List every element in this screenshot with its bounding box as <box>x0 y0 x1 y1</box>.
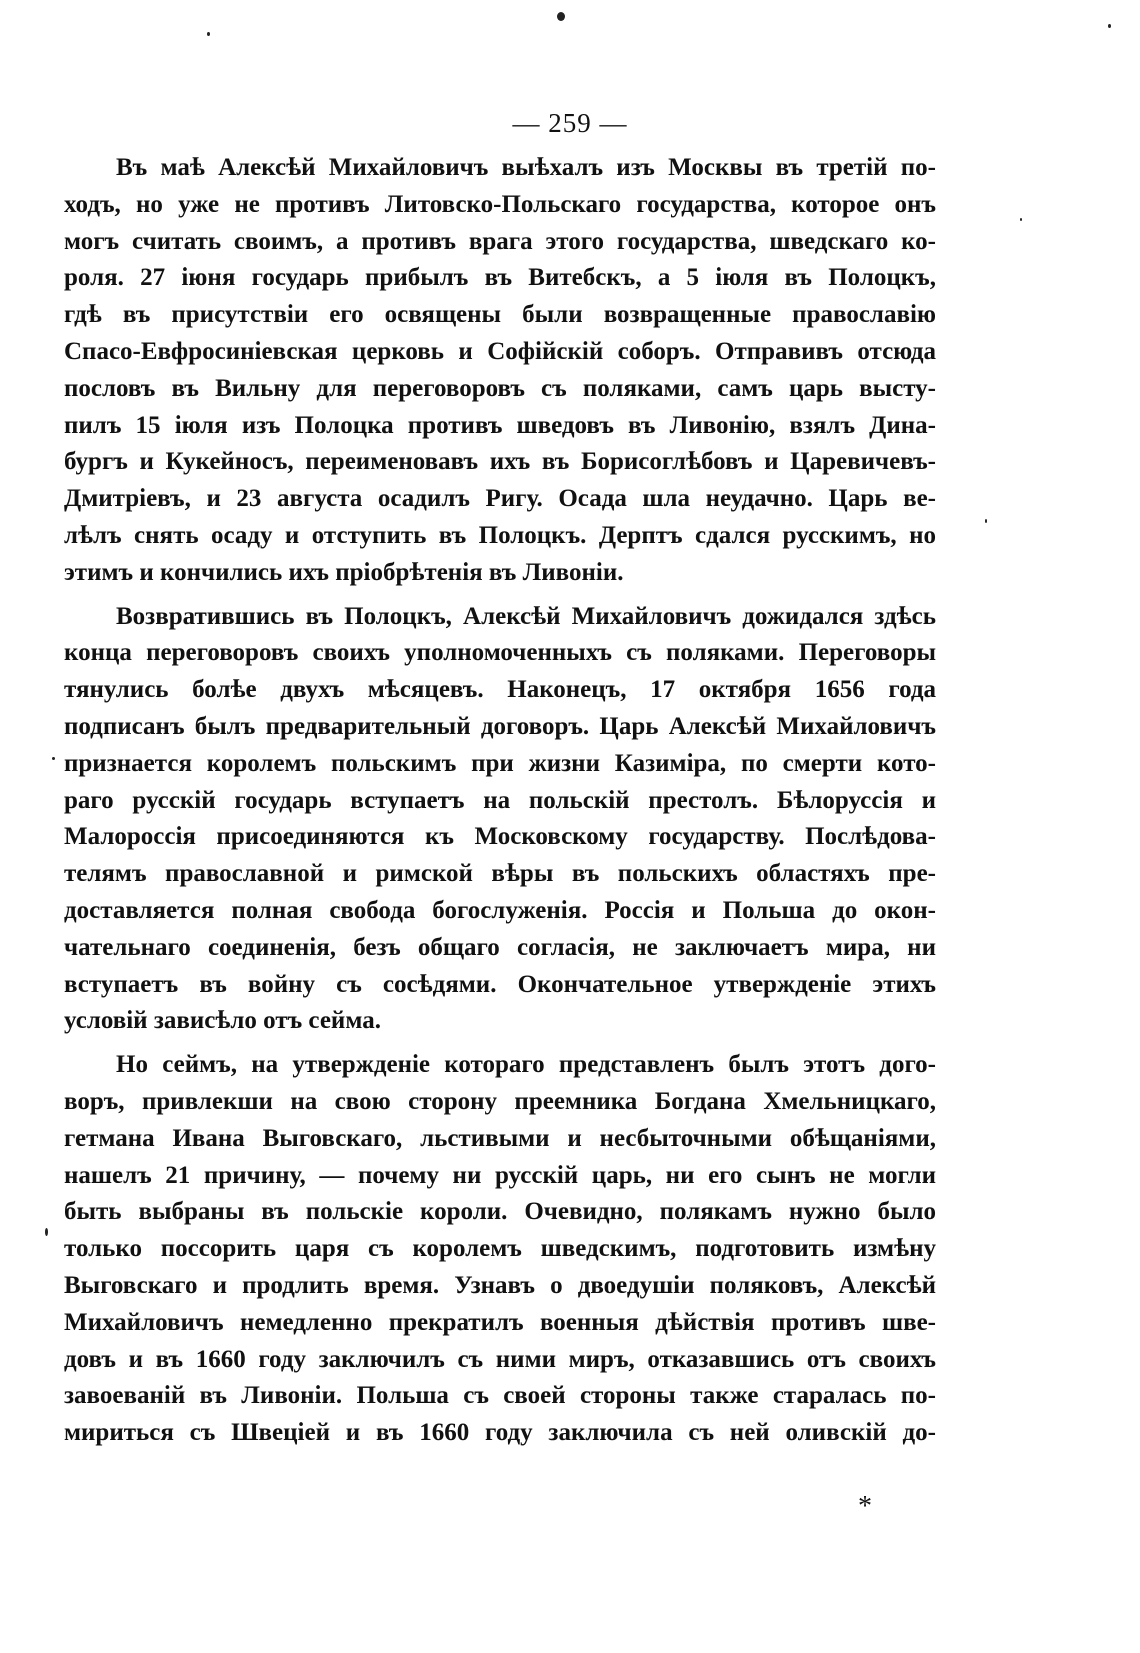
text-line: этимъ и кончились ихъ пріобрѣтенія въ Ливоніи. <box>64 558 624 586</box>
text-line: довъ и въ 1660 году заключилъ съ ними миръ, отказавшись отъ своихъ <box>64 1345 936 1373</box>
scan-speck <box>207 32 210 36</box>
text-line: лѣлъ снять осаду и отступить въ Полоцкъ. Дерптъ сдался русскимъ, но <box>64 521 936 549</box>
text-line: доставляется полная свобода богослуженія. Россія и Польша до окон- <box>64 896 936 924</box>
text-line: пословъ въ Вильну для переговоровъ съ поляками, самъ царь высту- <box>64 374 936 402</box>
text-line: Михайловичъ немедленно прекратилъ военныя дѣйствія противъ шве- <box>64 1308 936 1336</box>
text-line: нашелъ 21 причину, — почему ни русскій царь, ни его сынъ не могли <box>64 1161 936 1189</box>
text-line: подписанъ былъ предварительный договоръ. Царь Алексѣй Михайловичъ <box>64 712 936 740</box>
paragraph-1 <box>64 150 936 592</box>
text-line: ходъ, но уже не противъ Литовско-Польскаго государства, которое онъ <box>64 190 936 218</box>
text-line: Но сеймъ, на утвержденіе котораго представленъ былъ этотъ дого- <box>116 1051 936 1079</box>
scan-speck <box>557 12 565 21</box>
text-line: бургъ и Кукейносъ, переименовавъ ихъ въ Борисоглѣбовъ и Царевичевъ- <box>64 448 936 476</box>
page-number: — 259 — <box>512 108 628 138</box>
text-line: чательнаго соединенія, безъ общаго согласія, не заключаетъ мира, ни <box>64 933 936 961</box>
paragraph-2 <box>64 599 936 1041</box>
scan-speck <box>1020 218 1022 221</box>
text-line: пилъ 15 іюля изъ Полоцка противъ шведовъ въ Ливонію, взялъ Дина- <box>64 411 936 439</box>
text-line: мириться съ Швеціей и въ 1660 году заключила съ ней оливскій до- <box>64 1419 936 1447</box>
text-line: могъ считать своимъ, а противъ врага этого государства, шведскаго ко- <box>64 227 936 255</box>
paragraph-gap <box>64 1040 936 1047</box>
text-line: роля. 27 іюня государь прибылъ въ Витебскъ, а 5 іюля въ Полоцкъ, <box>64 264 936 292</box>
text-line: завоеваній въ Ливоніи. Польша съ своей стороны также старалась по- <box>64 1382 936 1410</box>
scan-speck <box>1108 24 1111 28</box>
text-line: телямъ православной и римской вѣры въ польскихъ областяхъ пре- <box>64 860 936 888</box>
body-text <box>64 150 936 1452</box>
text-line: условій зависѣло отъ сейма. <box>64 1007 381 1035</box>
scan-speck <box>985 519 987 523</box>
text-line: гдѣ въ присутствіи его освящены были возвращенные православію <box>64 301 936 329</box>
text-line: Возвратившись въ Полоцкъ, Алексѣй Михайловичъ дожидался здѣсь <box>116 602 936 630</box>
text-line: Дмитріевъ, и 23 августа осадилъ Ригу. Осада шла неудачно. Царь ве- <box>64 485 936 513</box>
text-line: быть выбраны въ польскіе короли. Очевидно, полякамъ нужно было <box>64 1198 936 1226</box>
text-line: вступаетъ въ войну съ сосѣдями. Окончательное утвержденіе этихъ <box>64 970 936 998</box>
text-line: раго русскій государь вступаетъ на польскій престолъ. Бѣлоруссія и <box>64 786 936 814</box>
text-line: тянулись болѣе двухъ мѣсяцевъ. Наконецъ, 17 октября 1656 года <box>64 676 936 704</box>
scan-speck <box>45 1228 48 1236</box>
text-line: признается королемъ польскимъ при жизни Казиміра, по смерти кото- <box>64 749 936 777</box>
signature-mark: * <box>858 1491 872 1522</box>
text-line: Выговскаго и продлить время. Узнавъ о двоедушіи поляковъ, Алексѣй <box>64 1271 936 1299</box>
text-line: Спасо-Евфросиніевская церковь и Софійскій соборъ. Отправивъ отсюда <box>64 337 936 365</box>
text-line: конца переговоровъ своихъ уполномоченныхъ съ поляками. Переговоры <box>64 639 936 667</box>
paragraph-gap <box>64 592 936 599</box>
scan-speck <box>52 757 55 760</box>
text-line: гетмана Ивана Выговскаго, льстивыми и несбыточными обѣщаніями, <box>64 1124 936 1152</box>
text-line: воръ, привлекши на свою сторону преемника Богдана Хмельницкаго, <box>64 1087 936 1115</box>
paragraph-3 <box>64 1047 936 1452</box>
text-line: Въ маѣ Алексѣй Михайловичъ выѣхалъ изъ Москвы въ третій по- <box>116 154 936 181</box>
text-line: Малороссія присоединяются къ Московскому государству. Послѣдова- <box>64 823 936 851</box>
text-line: только поссорить царя съ королемъ шведскимъ, подготовить измѣну <box>64 1235 936 1263</box>
